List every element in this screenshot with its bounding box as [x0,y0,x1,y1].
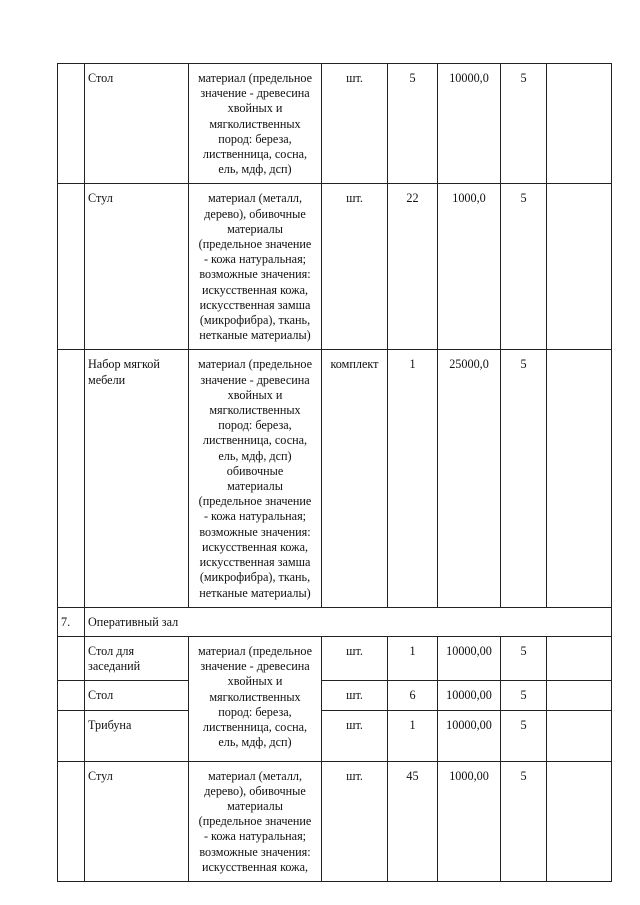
item-note [547,636,612,680]
item-unit: шт. [322,636,388,680]
item-quantity: 45 [388,761,438,881]
item-price: 10000,0 [438,64,501,184]
row-number [58,681,85,710]
item-price: 10000,00 [438,636,501,680]
row-number [58,64,85,184]
row-number [58,350,85,607]
item-quantity: 1 [388,710,438,761]
table-row [58,710,612,761]
item-quantity: 5 [388,64,438,184]
table-row [58,64,612,184]
item-years: 5 [501,636,547,680]
row-number [58,184,85,350]
item-price: 10000,00 [438,681,501,710]
table-row [58,681,612,710]
section-row [58,607,612,636]
table-row [58,350,612,607]
item-unit: комплект [322,350,388,607]
item-price: 25000,0 [438,350,501,607]
item-name: Стол [85,64,189,184]
item-unit: шт. [322,184,388,350]
item-unit: шт. [322,761,388,881]
item-quantity: 6 [388,681,438,710]
item-description: материал (металл, дерево), обивочные материалы (предельное значение - кожа натуральная; возможные значения: искусственная кожа, [189,761,322,881]
item-description: материал (предельное значение - древесина хвойных и мягколиственных пород: береза, лиственница, сосна, ель, мдф, дсп) обивочные материалы (предельное значение - кожа натуральная; возможные значения: искусственная кожа, искусственная замша (микрофибра), ткань, нетканые материалы) [189,350,322,607]
row-number [58,710,85,761]
item-name: Стул [85,184,189,350]
row-number [58,761,85,881]
item-name: Трибуна [85,710,189,761]
item-note [547,681,612,710]
item-quantity: 1 [388,350,438,607]
item-note [547,710,612,761]
row-number [58,636,85,680]
item-price: 1000,00 [438,761,501,881]
section-number: 7. [58,607,85,636]
table-row [58,761,612,881]
item-name: Набор мягкой мебели [85,350,189,607]
item-price: 1000,0 [438,184,501,350]
item-years: 5 [501,710,547,761]
table-row [58,636,612,680]
item-quantity: 1 [388,636,438,680]
item-description: материал (предельное значение - древесина хвойных и мягколиственных пород: береза, лиственница, сосна, ель, мдф, дсп) [189,64,322,184]
item-unit: шт. [322,681,388,710]
item-years: 5 [501,761,547,881]
item-note [547,761,612,881]
section-title: Оперативный зал [85,607,612,636]
table-row [58,184,612,350]
item-years: 5 [501,350,547,607]
item-years: 5 [501,64,547,184]
item-name: Стул [85,761,189,881]
item-description: материал (металл, дерево), обивочные материалы (предельное значение - кожа натуральная; возможные значения: искусственная кожа, искусственная замша (микрофибра), ткань, нетканые материалы) [189,184,322,350]
item-years: 5 [501,681,547,710]
item-description: материал (предельное значение - древесина хвойных и мягколиственных пород: береза, лиственница, сосна, ель, мдф, дсп) [189,636,322,761]
item-name: Стол [85,681,189,710]
item-price: 10000,00 [438,710,501,761]
item-quantity: 22 [388,184,438,350]
item-unit: шт. [322,710,388,761]
item-note [547,64,612,184]
item-unit: шт. [322,64,388,184]
item-years: 5 [501,184,547,350]
furniture-table [57,63,612,882]
item-name: Стол для заседаний [85,636,189,680]
item-note [547,350,612,607]
item-note [547,184,612,350]
